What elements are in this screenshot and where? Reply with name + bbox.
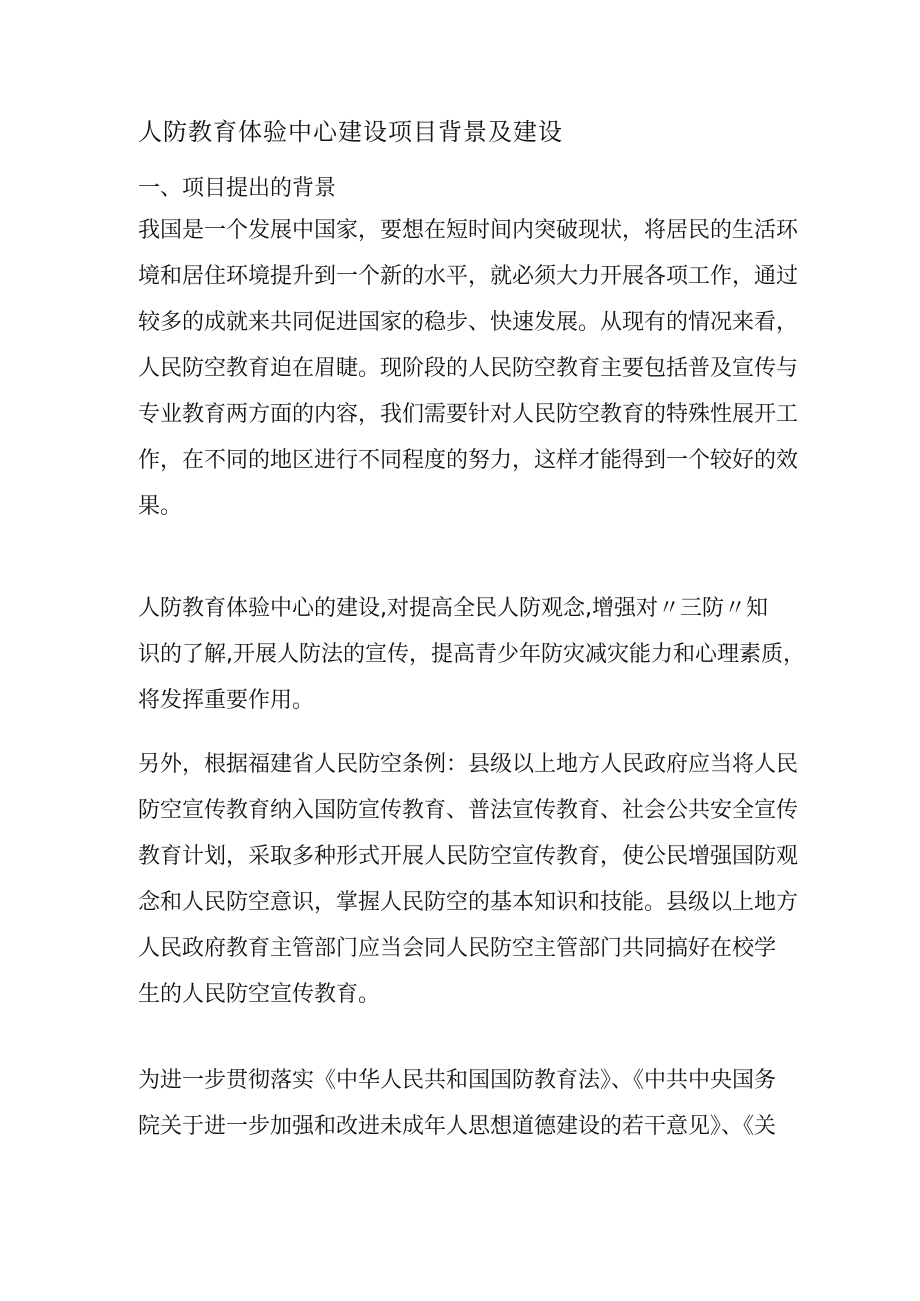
paragraph-line: 境和居住环境提升到一个新的水平，就必须大力开展各项工作，通过: [138, 264, 799, 289]
paragraph-line: 防空宣传教育纳入国防宣传教育、普法宣传教育、社会公共安全宣传: [138, 798, 799, 823]
paragraph-line: 另外，根据福建省人民防空条例：县级以上地方人民政府应当将人民: [138, 752, 799, 777]
paragraph-line: 专业教育两方面的内容，我们需要针对人民防空教育的特殊性展开工: [138, 402, 799, 427]
paragraph-line: 我国是一个发展中国家，要想在短时间内突破现状，将居民的生活环: [138, 218, 799, 243]
paragraph-center-role: [138, 586, 805, 724]
paragraph-line: 人民防空教育迫在眉睫。现阶段的人民防空教育主要包括普及宣传与: [138, 356, 799, 381]
paragraph-line: 作，在不同的地区进行不同程度的努力，这样才能得到一个较好的效: [138, 448, 799, 473]
paragraph-line: 较多的成就来共同促进国家的稳步、快速发展。从现有的情况来看，: [138, 310, 799, 335]
section-heading: 一、项目提出的背景: [138, 176, 337, 201]
paragraph-line: 识的了解,开展人防法的宣传，提高青少年防灾减灾能力和心理素质，: [138, 642, 805, 667]
paragraph-line: 将发挥重要作用。: [138, 688, 315, 713]
paragraph-line: 人民政府教育主管部门应当会同人民防空主管部门共同搞好在校学: [138, 936, 777, 961]
document-title: 人防教育体验中心建设项目背景及建设: [138, 118, 563, 146]
paragraph-implementation: [138, 1058, 776, 1150]
paragraph-line: 教育计划，采取多种形式开展人民防空宣传教育，使公民增强国防观: [138, 844, 799, 869]
paragraph-line: 院关于进一步加强和改进未成年人思想道德建设的若干意见》、《关: [138, 1114, 777, 1139]
paragraph-line: 果。: [138, 494, 183, 519]
paragraph-line: 人防教育体验中心的建设,对提高全民人防观念,增强对〃三防〃知: [138, 596, 768, 621]
paragraph-line: 念和人民防空意识，掌握人民防空的基本知识和技能。县级以上地方: [138, 890, 799, 915]
paragraph-line: 生的人民防空宣传教育。: [138, 982, 381, 1007]
paragraph-fujian-regulation: [138, 742, 798, 1018]
paragraph-background: [138, 208, 798, 530]
paragraph-line: 为进一步贯彻落实《中华人民共和国国防教育法》、《中共中央国务: [138, 1068, 777, 1093]
